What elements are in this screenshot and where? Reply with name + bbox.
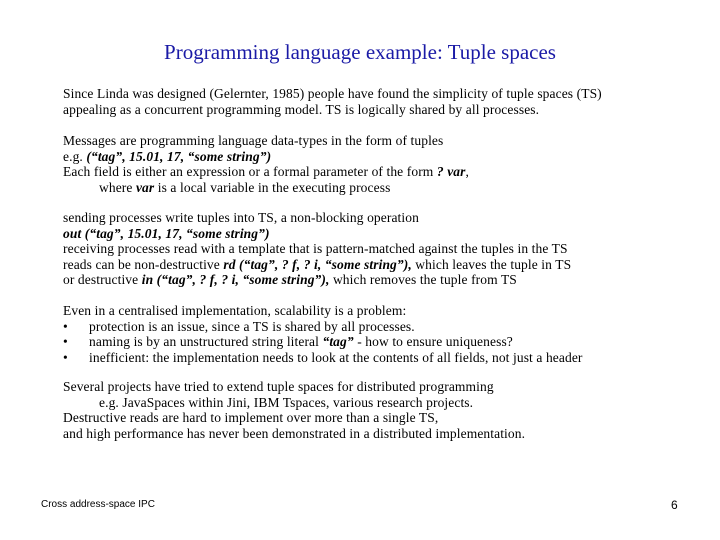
messages-paragraph	[63, 133, 703, 195]
projects-paragraph	[63, 379, 703, 441]
in-prefix: or destructive	[63, 272, 142, 288]
bullet-item	[63, 319, 703, 335]
bullet-text-end: - how to ensure uniqueness?	[353, 334, 513, 350]
in-operation: in (“tag”, ? f, ? i, “some string”),	[141, 272, 330, 288]
messages-line-2	[63, 149, 703, 165]
bullet-text: naming is by an unstructured string literal	[89, 334, 323, 350]
operations-line-4	[63, 257, 703, 273]
operations-line-3: receiving processes read with a template that is pattern-matched against the tuples in the TS	[63, 241, 568, 257]
in-suffix: which removes the tuple from TS	[329, 272, 517, 288]
bullet-item	[63, 350, 703, 366]
tag-literal: “tag”	[322, 334, 354, 350]
rd-suffix: which leaves the tuple in TS	[411, 256, 572, 272]
slide-title: Programming language example: Tuple spaces	[164, 40, 556, 64]
formal-parameter: ? var	[436, 164, 466, 180]
messages-line-4	[63, 180, 703, 196]
where-suffix: is a local variable in the executing process	[154, 179, 391, 195]
messages-line-1: Messages are programming language data-types in the form of tuples	[63, 133, 444, 148]
tuple-example: (“tag”, 15.01, 17, “some string”)	[86, 148, 272, 164]
var-term: var	[135, 179, 155, 195]
bullet-icon: •	[63, 334, 68, 350]
operations-line-1: sending processes write tuples into TS, a non-blocking operation	[63, 210, 419, 225]
eg-prefix: e.g.	[63, 148, 87, 164]
scalability-intro: Even in a centralised implementation, scalability is a problem:	[63, 303, 407, 318]
footer-label: Cross address-space IPC	[41, 499, 155, 510]
page-number: 6	[671, 498, 678, 512]
field-description: Each field is either an expression or a formal parameter of the form	[63, 164, 437, 180]
projects-line-2: e.g. JavaSpaces within Jini, IBM Tspaces, various research projects.	[99, 394, 474, 410]
projects-line-3: Destructive reads are hard to implement over more than a single TS,	[63, 410, 439, 426]
bullet-icon: •	[63, 318, 68, 334]
intro-line-1: Since Linda was designed (Gelernter, 1985) people have found the simplicity of tuple spaces (TS)	[63, 86, 602, 101]
field-description-end: ,	[465, 164, 469, 180]
scalability-paragraph	[63, 303, 703, 365]
projects-line-4: and high performance has never been demonstrated in a distributed implementation.	[63, 425, 526, 441]
intro-line-2: appealing as a concurrent programming model. TS is logically shared by all processes.	[63, 101, 540, 117]
out-operation: out (“tag”, 15.01, 17, “some string”)	[63, 225, 270, 241]
rd-prefix: reads can be non-destructive	[63, 256, 224, 272]
operations-paragraph	[63, 210, 703, 288]
messages-line-3	[63, 164, 703, 180]
rd-operation: rd (“tag”, ? f, ? i, “some string”),	[223, 256, 412, 272]
projects-line-1: Several projects have tried to extend tuple spaces for distributed programming	[63, 379, 494, 394]
bullet-item	[63, 334, 703, 350]
bullet-icon: •	[63, 349, 68, 365]
operations-line-5	[63, 272, 703, 288]
intro-paragraph	[63, 86, 703, 117]
bullet-text: inefficient: the implementation needs to look at the contents of all fields, not just a header	[89, 349, 583, 365]
where-prefix: where	[99, 179, 136, 195]
bullet-text: protection is an issue, since a TS is shared by all processes.	[89, 318, 415, 334]
